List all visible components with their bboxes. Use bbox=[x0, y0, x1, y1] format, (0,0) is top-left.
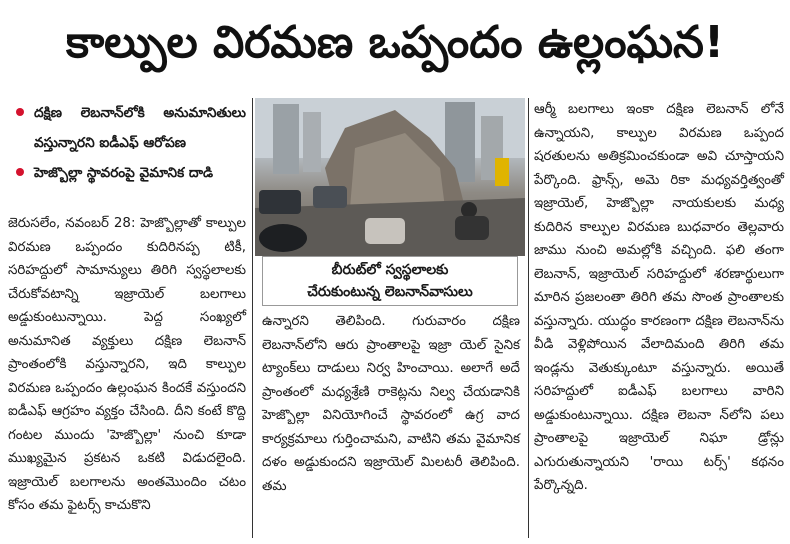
bullet-item-1 bbox=[8, 98, 246, 158]
column-divider-right bbox=[528, 98, 529, 538]
article-column-left: జెరుసలేం, నవంబర్ 28: హెజ్బొల్లాతో కాల్పుల విరమణ ఒప్పందం కుదిరినప్ప టికీ, సరిహద్దులో సామాన్యులు తిరిగి స్వస్థలాలకు చేరుకోవటాన్ని ఇజ్రాయెల్ బలగాలు అడ్డుకుంటున్నాయి. పెద్ద సంఖ్యలో అనుమానిత వ్యక్తులు దక్షిణ లెబనాన్ ప్రాంతంలోకి వస్తున్నారని, ఇది కాల్పుల విరమణ ఒప్పందం ఉల్లంఘన కిందకే వస్తుందని ఐడీఎఫ్ ఆగ్రహం వ్యక్తం చేసింది. దీని కంటే కొద్ది గంటల ముందు 'హెజ్బొల్లా' నుంచి కూడా ముఖ్యమైన ప్రకటన ఒకటి విడుదలైంది. ఇజ్రాయెల్ బలగాలను అంతమొందిం చటం కోసం తమ ఫైటర్స్ కాచుకొని bbox=[8, 216, 246, 513]
bullet-dot-icon bbox=[16, 168, 24, 176]
news-photo bbox=[255, 98, 525, 256]
photo-caption-line-2: చేరుకుంటున్న లెబనాన్‌వాసులు bbox=[307, 284, 473, 300]
rubble-street-image bbox=[255, 98, 525, 256]
photo-caption bbox=[262, 256, 518, 306]
headline: కాల్పుల విరమణ ఒప్పందం ఉల్లంఘన! bbox=[65, 17, 725, 68]
bullet-text-2: హెజ్బొల్లా స్థావరంపై వైమానిక దాడి bbox=[34, 165, 214, 181]
bullet-text-1: దక్షిణ లెబనాన్‌లోకి అనుమానితులు వస్తున్నారని ఐడీఎఫ్ ఆరోపణ bbox=[34, 105, 246, 151]
bullet-dot-icon bbox=[16, 108, 24, 116]
bullet-list bbox=[8, 98, 246, 188]
column-divider-left bbox=[252, 98, 253, 538]
article-column-right: ఆర్మీ బలగాలు ఇంకా దక్షిణ లెబనాన్ లోనే ఉన్నాయని, కాల్పుల విరమణ ఒప్పంద షరతులను అతిక్రమించకుండా అవి చూస్తాయని పేర్కొంది. ఫ్రాన్స్, అమె రికా మధ్యవర్తిత్వంతో ఇజ్రాయెల్, హెజ్బొల్లా నాయకులకు మధ్య కుదిరిన కాల్పుల విరమణ బుధవారం తెల్లవారు జాము నుంచి అమల్లోకి వచ్చింది. ఫలి తంగా లెబనాన్, ఇజ్రాయెల్ సరిహద్దులో శరణార్థులుగా మారిన ప్రజలంతా తిరిగి తమ సొంత ప్రాంతాలకు వస్తున్నారు. యుద్ధం కారణంగా దక్షిణ లెబనాన్‌ను వీడి వెళ్లిపోయిన వేలాదిమంది తిరిగి తమ ఇండ్లను వెతుక్కుంటూ వస్తున్నారు. అయితే సరిహద్దులో ఐడీఎఫ్ బలగాలు వారిని అడ్డుకుంటున్నాయి. దక్షిణ లెబనా న్‌లోని పలు ప్రాంతాలపై ఇజ్రాయెల్ నిఘా డ్రోన్లు ఎగురుతున్నాయని 'రాయి టర్స్' కథనం పేర్కొన్నది. bbox=[534, 102, 784, 493]
photo-caption-line-1: బీరుట్‌లో స్వస్థలాలకు bbox=[331, 262, 449, 278]
article-column-middle: ఉన్నారని తెలిపింది. గురువారం దక్షిణ లెబనాన్‌లోని ఆరు ప్రాంతాలపై ఇజ్రా యెల్ సైనిక ట్యాంక్‌లు దాడులు నిర్వ హించాయి. అలాగే అదే ప్రాంతంలో మధ్యశ్రేణి రాకెట్లను నిల్వ చేయడానికి హెజ్బొల్లా వినియోగించే స్థావరంలో ఉగ్ర వాద కార్యక్రమాలు గుర్తించామని, వాటిని తమ వైమానిక దళం అడ్డుకుందని ఇజ్రాయెల్ మిలటరీ తెలిపింది. తమ bbox=[262, 314, 520, 494]
bullet-item-2 bbox=[8, 158, 246, 188]
